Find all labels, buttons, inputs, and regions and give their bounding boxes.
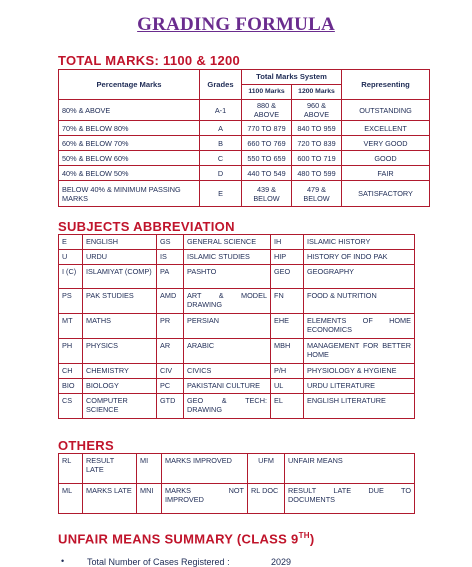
representing-cell: GOOD [342, 151, 430, 166]
subject-cell: CHEMISTRY [83, 364, 157, 379]
subject-cell: PHYSIOLOGY & HYGIENE [304, 364, 415, 379]
table-row [59, 339, 415, 364]
representing-cell: EXCELLENT [342, 121, 430, 136]
grade-cell: A-1 [200, 100, 242, 121]
table-row [59, 121, 430, 136]
marks-1200-cell: 600 TO 719 [292, 151, 342, 166]
abbr-cell: MNI [137, 484, 162, 514]
abbr-cell: EL [271, 394, 304, 419]
subject-cell: PERSIAN [184, 314, 271, 339]
subject-cell: ELEMENTS OF HOME ECONOMICS [304, 314, 415, 339]
header-1100-marks: 1100 Marks [242, 85, 292, 100]
percentage-cell: 50% & BELOW 60% [59, 151, 200, 166]
abbr-cell: ML [59, 484, 83, 514]
table-row [59, 364, 415, 379]
grade-cell: D [200, 166, 242, 181]
abbr-cell: UFM [248, 454, 285, 484]
abbr-cell: IH [271, 235, 304, 250]
table-row [59, 136, 430, 151]
subjects-heading: SUBJECTS ABBREVIATION [58, 219, 235, 234]
abbr-cell: PH [59, 339, 83, 364]
abbr-cell: RL [59, 454, 83, 484]
grade-cell: C [200, 151, 242, 166]
marks-1200-cell: 840 TO 959 [292, 121, 342, 136]
subject-cell: ENGLISH [83, 235, 157, 250]
representing-cell: OUTSTANDING [342, 100, 430, 121]
table-row [59, 235, 415, 250]
abbr-cell: MT [59, 314, 83, 339]
subject-cell: GEO & TECH: DRAWING [184, 394, 271, 419]
table-row [59, 394, 415, 419]
header-percentage: Percentage Marks [59, 70, 200, 100]
header-grades: Grades [200, 70, 242, 100]
marks-1100-cell: 440 TO 549 [242, 166, 292, 181]
abbr-cell: PR [157, 314, 184, 339]
grading-table [58, 69, 430, 207]
abbr-cell: MBH [271, 339, 304, 364]
subject-cell: PHYSICS [83, 339, 157, 364]
abbr-cell: CS [59, 394, 83, 419]
table-row [59, 265, 415, 289]
percentage-cell: 60% & BELOW 70% [59, 136, 200, 151]
subject-cell: URDU [83, 250, 157, 265]
subjects-table [58, 234, 415, 419]
subject-cell: ART & MODEL DRAWING [184, 289, 271, 314]
percentage-cell: 70% & BELOW 80% [59, 121, 200, 136]
marks-1200-cell: 960 & ABOVE [292, 100, 342, 121]
percentage-cell: BELOW 40% & MINIMUM PASSING MARKS [59, 181, 200, 207]
cases-registered-value: 2029 [271, 557, 292, 567]
others-heading: OTHERS [58, 438, 114, 453]
subject-cell: ISLAMIC HISTORY [304, 235, 415, 250]
meaning-cell: MARKS IMPROVED [162, 454, 248, 484]
abbr-cell: U [59, 250, 83, 265]
abbr-cell: UL [271, 379, 304, 394]
subject-cell: ARABIC [184, 339, 271, 364]
abbr-cell: CH [59, 364, 83, 379]
percentage-cell: 40% & BELOW 50% [59, 166, 200, 181]
representing-cell: VERY GOOD [342, 136, 430, 151]
header-1200-marks: 1200 Marks [292, 85, 342, 100]
subject-cell: MATHS [83, 314, 157, 339]
abbr-cell: E [59, 235, 83, 250]
meaning-cell: MARKS LATE [83, 484, 137, 514]
table-row [59, 289, 415, 314]
unfair-means-heading-text: UNFAIR MEANS SUMMARY (CLASS 9 [58, 531, 299, 547]
percentage-cell: 80% & ABOVE [59, 100, 200, 121]
subject-cell: PAK STUDIES [83, 289, 157, 314]
abbr-cell: P/H [271, 364, 304, 379]
marks-1200-cell: 480 TO 599 [292, 166, 342, 181]
abbr-cell: CIV [157, 364, 184, 379]
meaning-cell: UNFAIR MEANS [285, 454, 415, 484]
abbr-cell: PS [59, 289, 83, 314]
unfair-means-heading-end: ) [309, 531, 315, 547]
subject-cell: COMPUTER SCIENCE [83, 394, 157, 419]
cases-registered-label: Total Number of Cases Registered : [87, 557, 230, 567]
table-row [59, 314, 415, 339]
header-representing: Representing [342, 70, 430, 100]
abbr-cell: GS [157, 235, 184, 250]
marks-1100-cell: 770 TO 879 [242, 121, 292, 136]
page-title: GRADING FORMULA [137, 14, 335, 35]
abbr-cell: IS [157, 250, 184, 265]
abbr-cell: AMD [157, 289, 184, 314]
subject-cell: ENGLISH LITERATURE [304, 394, 415, 419]
bullet-dot: • [61, 556, 65, 566]
subject-cell: URDU LITERATURE [304, 379, 415, 394]
meaning-cell: RESULT LATE DUE TO DOCUMENTS [285, 484, 415, 514]
table-row [59, 151, 430, 166]
abbr-cell: MI [137, 454, 162, 484]
abbr-cell: HIP [271, 250, 304, 265]
subject-cell: CIVICS [184, 364, 271, 379]
abbr-cell: PC [157, 379, 184, 394]
abbr-cell: GTD [157, 394, 184, 419]
marks-1200-cell: 720 TO 839 [292, 136, 342, 151]
subject-cell: BIOLOGY [83, 379, 157, 394]
abbr-cell: FN [271, 289, 304, 314]
subject-cell: ISLAMIYAT (COMP) [83, 265, 157, 289]
marks-1100-cell: 880 & ABOVE [242, 100, 292, 121]
subject-cell: HISTORY OF INDO PAK [304, 250, 415, 265]
others-table [58, 453, 415, 514]
grade-cell: A [200, 121, 242, 136]
marks-1100-cell: 550 TO 659 [242, 151, 292, 166]
meaning-cell: RESULT LATE [83, 454, 137, 484]
table-row [59, 181, 430, 207]
meaning-cell: MARKS NOT IMPROVED [162, 484, 248, 514]
marks-1100-cell: 660 TO 769 [242, 136, 292, 151]
abbr-cell: GEO [271, 265, 304, 289]
abbr-cell: RL DOC [248, 484, 285, 514]
marks-1200-cell: 479 & BELOW [292, 181, 342, 207]
marks-1100-cell: 439 & BELOW [242, 181, 292, 207]
abbr-cell: I (C) [59, 265, 83, 289]
subject-cell: PASHTO [184, 265, 271, 289]
subject-cell: PAKISTANI CULTURE [184, 379, 271, 394]
representing-cell: FAIR [342, 166, 430, 181]
table-row [59, 454, 415, 484]
representing-cell: SATISFACTORY [342, 181, 430, 207]
abbr-cell: PA [157, 265, 184, 289]
abbr-cell: BIO [59, 379, 83, 394]
subject-cell: FOOD & NUTRITION [304, 289, 415, 314]
subject-cell: ISLAMIC STUDIES [184, 250, 271, 265]
table-row [59, 484, 415, 514]
subject-cell: GEOGRAPHY [304, 265, 415, 289]
unfair-means-heading-sup: TH [298, 531, 310, 540]
abbr-cell: EHE [271, 314, 304, 339]
table-row [59, 100, 430, 121]
table-row [59, 379, 415, 394]
abbr-cell: AR [157, 339, 184, 364]
table-row [59, 250, 415, 265]
total-marks-heading: TOTAL MARKS: 1100 & 1200 [58, 53, 241, 68]
subject-cell: GENERAL SCIENCE [184, 235, 271, 250]
grade-cell: B [200, 136, 242, 151]
table-row [59, 166, 430, 181]
header-total-marks-system: Total Marks System [242, 70, 342, 85]
grade-cell: E [200, 181, 242, 207]
subject-cell: MANAGEMENT FOR BETTER HOME [304, 339, 415, 364]
unfair-means-heading [58, 531, 314, 546]
